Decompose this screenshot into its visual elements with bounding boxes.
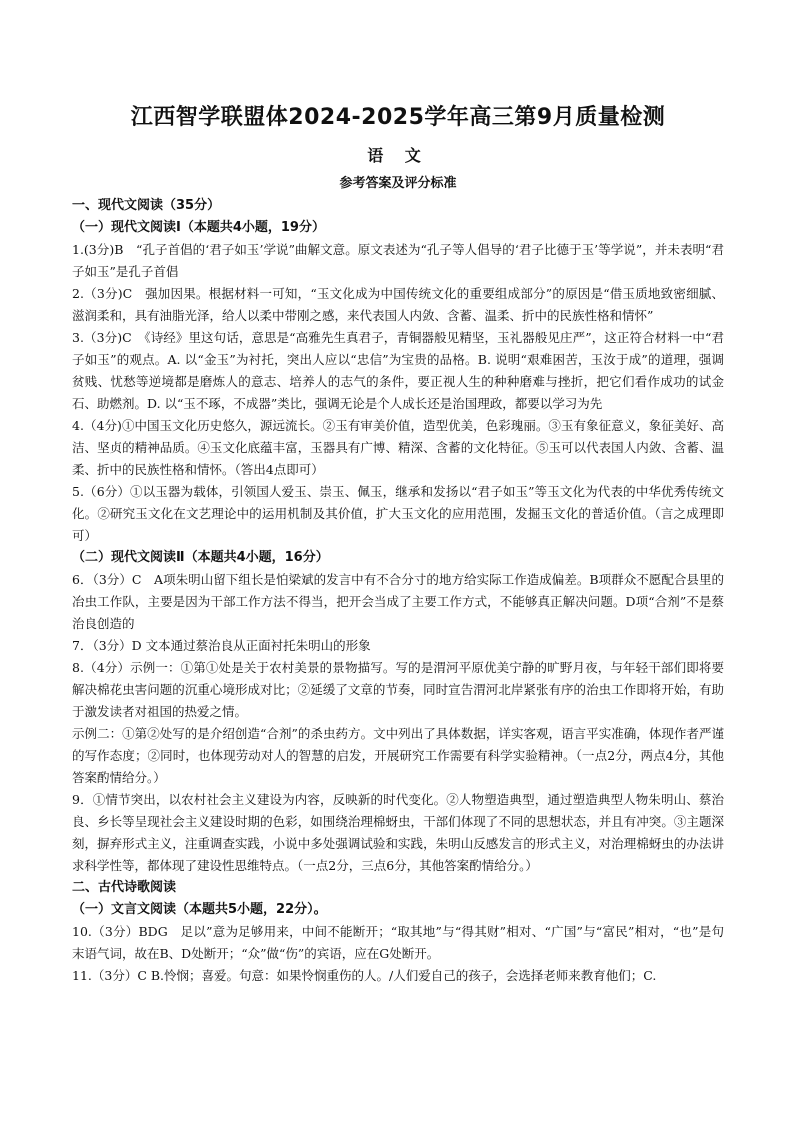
answer-q2: 2.（3分)C 强加因果。根据材料一可知，“玉文化成为中国传统文化的重要组成部分”的原因是“借玉质地致密细腻、滋润柔和，具有油脂光泽，给人以柔中带刚之感，来代表国人内敛、含蓄、温柔、折中的民族性格和情怀” <box>72 286 724 323</box>
document-title: 江西智学联盟体2024-2025学年高三第9月质量检测 <box>130 105 666 130</box>
section-heading: 一、现代文阅读（35分） <box>72 198 221 213</box>
section-heading: 二、古代诗歌阅读 <box>72 880 177 895</box>
answer-q7: 7．（3分）D 文本通过蔡治良从正面衬托朱明山的形象 <box>72 638 371 653</box>
document-subtitle: 参考答案及评分标准 <box>339 176 457 191</box>
answer-q4: 4.（4分)①中国玉文化历史悠久，源远流长。②玉有审美价值，造型优美，色彩瑰丽。③玉有象征意义，象征美好、高洁、坚贞的精神品质。④玉文化底蕴丰富，玉器具有广博、精深、含蓄的文化特征。⑤玉可以代表国人内敛、含蓄、温柔、折中的民族性格和情怀。（答出4点即可） <box>72 418 724 477</box>
answer-sheet-page <box>72 100 724 987</box>
subsection-heading: （二）现代文阅读Ⅱ（本题共4小题，16分） <box>72 550 329 565</box>
answer-q8-example-1: 8.（4分）示例一：①第①处是关于农村美景的景物描写。写的是渭河平原优美宁静的旷野月夜，与年轻干部们即将要解决棉花虫害问题的沉重心境形成对比；②延缓了文章的节奏，同时宣告渭河北岸紧张有序的治虫工作即将开始，有助于激发读者对祖国的热爱之情。 <box>72 660 724 719</box>
answer-q3: 3.（3分)C 《诗经》里这句话，意思是“高雅先生真君子，青铜器般见精坚，玉礼器般见庄严”，这正符合材料一中“君子如玉”的观点。A. 以“金玉”为衬托，突出人应以“忠信”为宝贵的品格。B. 说明“艰难困苦，玉汝于成”的道理，强调贫贱、忧愁等逆境都是磨炼人的意志、培养人的志气的条件，要正视人生的种种磨难与挫折，把它们看作成功的试金石、助燃剂。D. 以“玉不琢，不成器”类比，强调无论是个人成长还是治国理政，都要以学习为先 <box>72 330 724 411</box>
answer-q5: 5.（6分）①以玉器为载体，引领国人爱玉、崇玉、佩玉，继承和发扬以“君子如玉”等玉文化为代表的中华优秀传统文化。②研究玉文化在文艺理论中的运用机制及其价值，扩大玉文化的应用范围，发掘玉文化的普适价值。（言之成理即可） <box>72 484 724 543</box>
subsection-heading: （一）文言文阅读（本题共5小题，22分）。 <box>72 902 327 917</box>
answer-q11: 11.（3分）C B.怜悯；喜爱。句意：如果怜悯重伤的人。/人们爱自己的孩子，会选择老师来教育他们；C. <box>72 968 657 983</box>
answer-q6: 6．（3分）C A项朱明山留下组长是怕梁斌的发言中有不合分寸的地方给实际工作造成偏差。B项群众不愿配合县里的冶虫工作队，主要是因为干部工作方法不得当，把开会当成了主要工作方式，不能够真正解决问题。D项“合剂”不是蔡治良创造的 <box>72 572 724 631</box>
answer-q8-example-2: 示例二：①第②处写的是介绍创造“合剂”的杀虫药方。文中列出了具体数据，详实客观，语言平实准确，体现作者严谨的写作态度；②同时，也体现劳动对人的智慧的启发，开展研究工作需要有科学实验精神。（一点2分，两点4分，其他答案酌情给分。） <box>72 726 724 785</box>
subject-heading: 语 文 <box>367 146 429 165</box>
answer-q1: 1.(3分)B “孔子首倡的‘君子如玉’学说”曲解文意。原文表述为“孔子等人倡导的‘君子比德于玉’等学说”，并未表明“君子如玉”是孔子首倡 <box>72 242 724 279</box>
answer-q10: 10.（3分）BDG 足以”意为足够用来，中间不能断开；“取其地”与“得其财”相对、“广国”与“富民”相对，“也”是句末语气词，故在B、D处断开；“众”做“伤”的宾语，应在G处断开。 <box>72 924 724 961</box>
answer-q9: 9．①情节突出，以农村社会主义建设为内容，反映新的时代变化。②人物塑造典型，通过塑造典型人物朱明山、蔡治良、乡长等呈现社会主义建设时期的色彩，如围绕治理棉蚜虫，干部们体现了不同的思想状态，并且有冲突。③主题深刻，摒弃形式主义，注重调查实践，小说中多处强调试验和实践，朱明山反感发言的形式主义，对治理棉蚜虫的办法讲求科学性等，都体现了建设性思维特点。（一点2分，三点6分，其他答案酌情给分。） <box>72 792 724 873</box>
subsection-heading: （一）现代文阅读Ⅰ（本题共4小题，19分） <box>72 220 325 235</box>
